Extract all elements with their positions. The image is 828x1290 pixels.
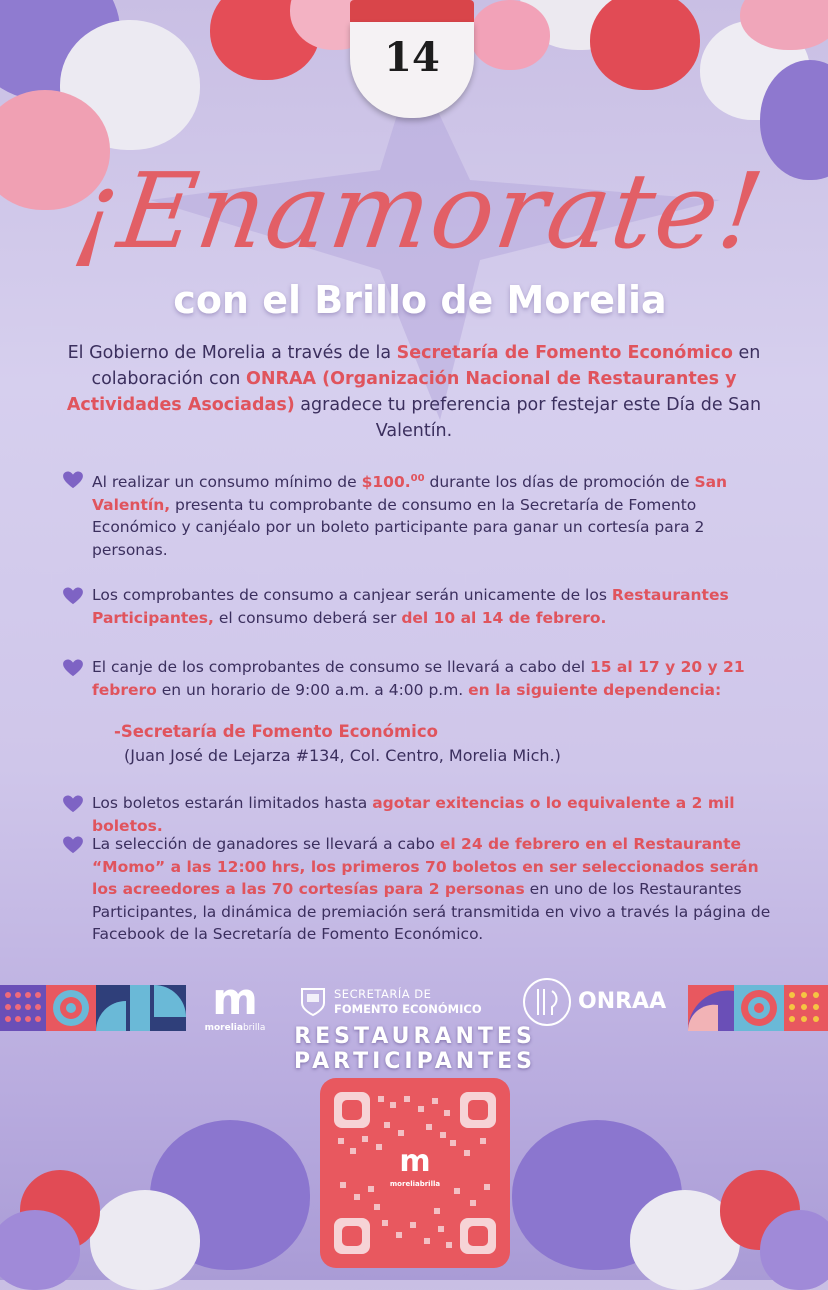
heart-icon (62, 659, 84, 677)
heart-icon (62, 795, 84, 813)
bullet-5-text-a: La selección de ganadores se llevará a cabo (92, 835, 440, 853)
intro-text-3: agradece tu preferencia por festejar este Día de San Valentín. (294, 395, 762, 441)
morelia-wordmark-a: morelia (204, 1023, 243, 1033)
calendar-icon (350, 0, 474, 118)
bullet-4-text: Los boletos estarán limitados hasta (92, 794, 373, 812)
bullet-2-highlight-a: Restaurantes Participantes, (92, 586, 729, 627)
onraa-wordmark: ONRAA (578, 989, 667, 1014)
bullet-2-text-a: Los comprobantes de consumo a canjear serán unicamente de los (92, 586, 612, 604)
page-subtitle: con el Brillo de Morelia (173, 278, 667, 322)
bullet-1-text-a: Al realizar un consumo mínimo de (92, 473, 362, 492)
bullet-1-text-c: presenta tu comprobante de consumo en la Secretaría de Fomento Económico y canjéalo por un boleto participante para ganar un cortesía para 2 personas. (92, 495, 705, 559)
heart-icon (62, 836, 84, 854)
intro-text-2: en colaboración con (91, 343, 761, 389)
bullet-item-1 (60, 468, 775, 561)
bullet-5-highlight: el 24 de febrero en el Restaurante “Momo” a las 12:00 hrs, los primeros 70 boletos en ser seleccionados serán los acreedores a las 70 cortesías para 2 personas (92, 835, 759, 898)
qr-center-logo (386, 1144, 444, 1202)
pattern-right-arc (688, 985, 734, 1031)
balloon-purple-bottom-far-right (760, 1210, 828, 1290)
sfe-line-1: SECRETARÍA DE (334, 987, 432, 1001)
dependency-name: -Secretaría de Fomento Económico (114, 722, 438, 741)
bullet-item-4 (60, 792, 775, 837)
restaurants-heading-line-2: PARTICIPANTES (293, 1049, 537, 1074)
onraa-emblem-icon (522, 977, 572, 1027)
intro-org-sfe: Secretaría de Fomento Económico (396, 343, 733, 363)
morelia-wordmark-b: brilla (242, 1023, 266, 1033)
heart-icon (62, 471, 84, 489)
bullet-1-amount: $100. (361, 473, 411, 492)
qr-caption: moreliabrilla (389, 1180, 441, 1188)
pattern-left-dots (0, 985, 46, 1031)
bullet-2-text-b: el consumo deberá ser (213, 608, 402, 627)
onraa-logo (522, 977, 682, 1031)
crest-icon (300, 987, 326, 1017)
bullet-4-highlight: agotar exitencias o lo equivalente a 2 mil boletos. (92, 794, 735, 835)
sfe-line-2: FOMENTO ECONÓMICO (334, 1002, 482, 1016)
dependency-block (114, 720, 714, 768)
pattern-left-circle (46, 985, 96, 1031)
pattern-right-dots (784, 985, 828, 1031)
bullet-1-cents: 00 (410, 473, 425, 484)
bullet-1-text-b: durante los días de promoción de (424, 473, 695, 492)
qr-mark: m (399, 1144, 431, 1179)
restaurants-heading (240, 1024, 590, 1074)
calendar-day: 14 (384, 34, 440, 81)
dependency-address: (Juan José de Lejarza #134, Col. Centro, Morelia Mich.) (124, 746, 561, 765)
heart-icon (62, 587, 84, 605)
intro-text-1: El Gobierno de Morelia a través de la (67, 343, 397, 363)
intro-paragraph (52, 340, 776, 444)
bullet-item-5 (60, 833, 775, 946)
bullet-item-3 (60, 656, 775, 701)
balloon-white-bottom-left (90, 1190, 200, 1290)
page-title: ¡Enamorate! (68, 150, 772, 272)
balloon-pink-top-right (470, 0, 550, 70)
restaurants-heading-line-1: RESTAURANTES (294, 1024, 536, 1049)
bullet-3-highlight-a: 15 al 17 y 20 y 21 febrero (92, 658, 745, 699)
bullet-3-text-a: El canje de los comprobantes de consumo se llevará a cabo del (92, 658, 590, 676)
bullet-1-highlight: San Valentín, (92, 473, 728, 514)
pattern-right-circle (734, 985, 784, 1031)
pattern-left-arcs (96, 985, 186, 1031)
morelia-mark: m (212, 974, 258, 1025)
bullet-item-2 (60, 584, 775, 629)
balloon-red-top-right (590, 0, 700, 90)
sfe-logo (300, 985, 500, 1025)
bullet-3-text-b: en un horario de 9:00 a.m. a 4:00 p.m. (156, 680, 469, 699)
bullet-5-text-b: en uno de los Restaurantes Participantes, la dinámica de premiación será transmitida en vivo a través la página de Facebook de la Secretaría de Fomento Económico. (92, 880, 771, 943)
bullet-3-highlight-b: en la siguiente dependencia: (468, 680, 722, 699)
bullet-2-highlight-b: del 10 al 14 de febrero. (401, 608, 607, 627)
balloon-purple-bottom-far-left (0, 1210, 80, 1290)
qr-code[interactable] (320, 1078, 510, 1268)
intro-org-onraa: ONRAA (Organización Nacional de Restaurantes y Actividades Asociadas) (66, 369, 737, 415)
